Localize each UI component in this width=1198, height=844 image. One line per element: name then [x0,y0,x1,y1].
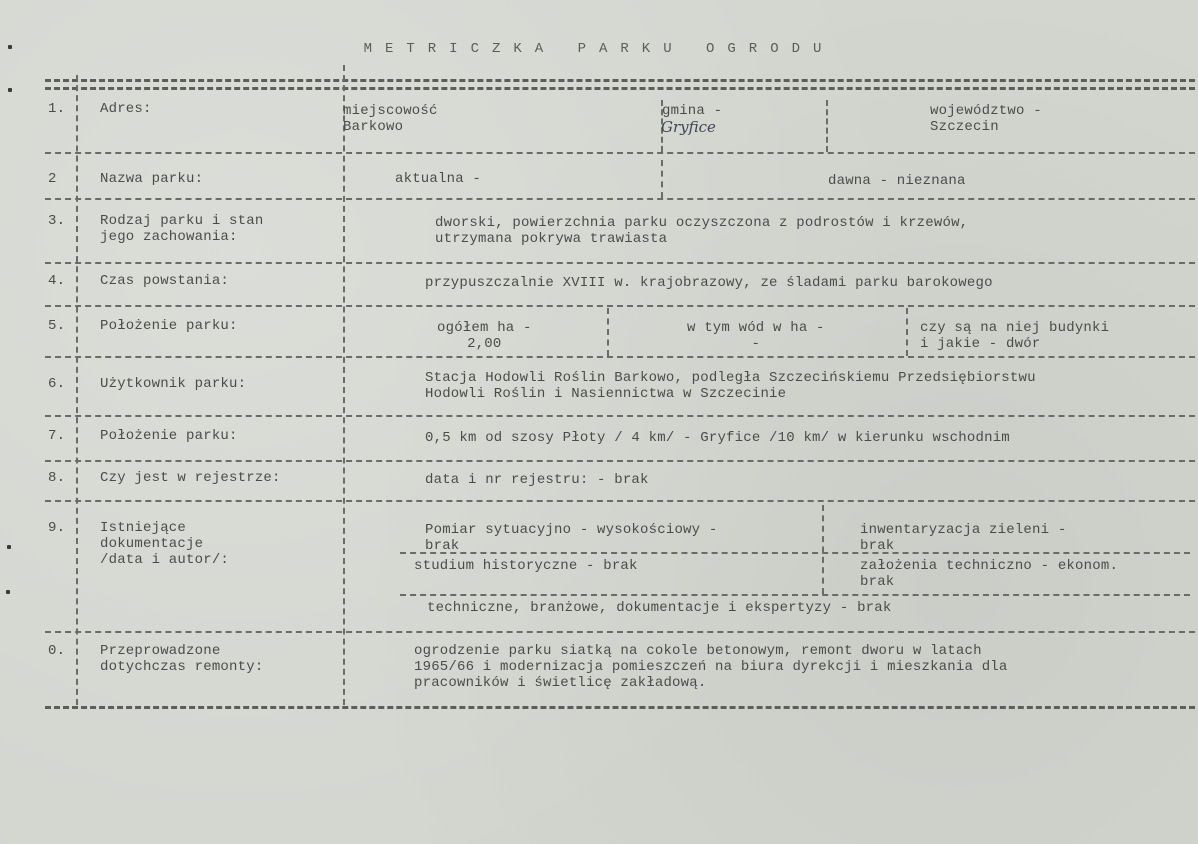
cell-technical-economic: założenia techniczno - ekonom. brak [860,558,1119,590]
cell-historical-study: studium historyczne - brak [414,558,638,574]
row-divider [45,152,1195,154]
row-label: Nazwa parku: [100,171,204,187]
row-label: Położenie parku: [100,318,238,334]
column-divider-number [76,75,78,705]
row-number: 2 [48,171,57,187]
cell-former-name: dawna - nieznana [828,173,966,189]
cell-current-name: aktualna - [395,171,482,187]
cell-park-location: 0,5 km od szosy Płoty / 4 km/ - Gryfice /10 km/ w kierunku wschodnim [425,430,1010,446]
cell-buildings: czy są na niej budynki i jakie - dwór [920,320,1110,352]
row-label: Czas powstania: [100,273,230,289]
cell-divider [607,308,609,356]
row-label: Czy jest w rejestrze: [100,470,281,486]
cell-water-area: w tym wód w ha - - [687,320,825,352]
row-number: 7. [48,428,66,444]
cell-park-user: Stacja Hodowli Roślin Barkowo, podległa Szczecińskiemu Przedsiębiorstwu Hodowli Roślin i Nasiennictwa w Szczecinie [425,370,1036,402]
row-number: 3. [48,213,66,229]
cell-greenery-inventory: inwentaryzacja zieleni - brak [860,522,1067,554]
row-number: 1. [48,101,66,117]
margin-mark [6,590,10,594]
row-divider [45,415,1195,417]
margin-mark [8,88,12,92]
cell-renovations: ogrodzenie parku siatką na cokole betonowym, remont dworu w latach 1965/66 i modernizacja pomieszczeń na biura dyrekcji i mieszkania dla pracowników i świetlicę zakładową. [414,643,1008,691]
cell-origin-time: przypuszczalnie XVIII w. krajobrazowy, ze śladami parku barokowego [425,275,993,291]
cell-technical-docs: techniczne, branżowe, dokumentacje i ekspertyzy - brak [427,600,892,616]
row-divider [45,500,1195,502]
cell-divider [822,505,824,594]
table-top-border-2 [45,87,1195,90]
cell-divider [826,100,828,152]
row-divider [45,356,1195,358]
row-divider [45,262,1195,264]
cell-total-area: ogółem ha - 2,00 [437,320,532,352]
column-divider-label [343,65,345,705]
cell-commune: gmina - [662,103,723,119]
row-number: 4. [48,273,66,289]
cell-register: data i nr rejestru: - brak [425,472,649,488]
table-top-border [45,79,1195,82]
cell-divider [906,308,908,356]
row-label: Położenie parku: [100,428,238,444]
margin-mark [8,45,12,49]
row-label: Istniejące dokumentacje /data i autor/: [100,520,230,568]
cell-divider [661,160,663,198]
row-divider [45,631,1195,633]
row-number: 8. [48,470,66,486]
cell-locality: miejscowość Barkowo [343,103,438,135]
handwritten-commune: Gryfice [661,118,716,136]
row-divider-sub [400,594,1190,596]
margin-mark [7,545,11,549]
row-label: Adres: [100,101,152,117]
row-number: 9. [48,520,66,536]
cell-survey: Pomiar sytuacyjno - wysokościowy - brak [425,522,718,554]
row-divider [45,460,1195,462]
row-number: 0. [48,643,66,659]
document-title: METRICZKA PARKU OGRODU [363,41,835,57]
row-label: Rodzaj parku i stan jego zachowania: [100,213,264,245]
table-bottom-border [45,706,1195,709]
row-divider [45,198,1195,200]
row-divider [45,305,1195,307]
cell-voivodeship: województwo - Szczecin [930,103,1042,135]
cell-park-type: dworski, powierzchnia parku oczyszczona z podrostów i krzewów, utrzymana pokrywa trawiasta [435,215,969,247]
row-label: Użytkownik parku: [100,376,247,392]
row-label: Przeprowadzone dotychczas remonty: [100,643,264,675]
row-number: 5. [48,318,66,334]
row-number: 6. [48,376,66,392]
